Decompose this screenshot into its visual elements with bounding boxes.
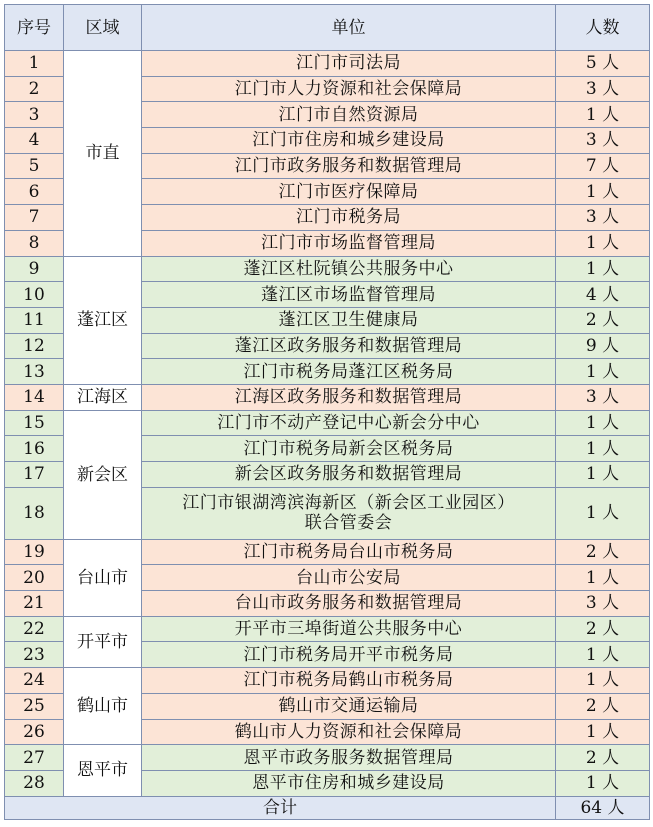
count-cell: 1 人 [556, 256, 650, 282]
unit-cell: 蓬江区卫生健康局 [142, 307, 556, 333]
region-cell: 新会区 [64, 410, 142, 539]
count-cell: 2 人 [556, 745, 650, 771]
seq-cell: 16 [5, 436, 64, 462]
seq-cell: 2 [5, 76, 64, 102]
unit-cell: 江门市银湖湾滨海新区（新会区工业园区）联合管委会 [142, 487, 556, 539]
unit-cell: 蓬江区市场监督管理局 [142, 282, 556, 308]
seq-cell: 14 [5, 384, 64, 410]
unit-cell: 江门市税务局蓬江区税务局 [142, 359, 556, 385]
seq-cell: 21 [5, 591, 64, 617]
count-cell: 3 人 [556, 76, 650, 102]
table-row [5, 51, 650, 77]
region-cell: 台山市 [64, 539, 142, 616]
header-unit: 单位 [142, 5, 556, 51]
region-cell: 恩平市 [64, 745, 142, 796]
count-cell: 3 人 [556, 205, 650, 231]
unit-cell: 台山市政务服务和数据管理局 [142, 591, 556, 617]
unit-cell: 江海区政务服务和数据管理局 [142, 384, 556, 410]
staff-allocation-table [4, 4, 650, 820]
total-count: 64 人 [556, 796, 650, 819]
header-seq: 序号 [5, 5, 64, 51]
seq-cell: 7 [5, 205, 64, 231]
seq-cell: 8 [5, 230, 64, 256]
unit-cell: 恩平市政务服务数据管理局 [142, 745, 556, 771]
count-cell: 1 人 [556, 230, 650, 256]
region-cell: 开平市 [64, 616, 142, 667]
unit-cell: 鹤山市人力资源和社会保障局 [142, 719, 556, 745]
unit-cell: 恩平市住房和城乡建设局 [142, 770, 556, 796]
count-cell: 1 人 [556, 179, 650, 205]
count-cell: 9 人 [556, 333, 650, 359]
seq-cell: 15 [5, 410, 64, 436]
unit-cell: 江门市住房和城乡建设局 [142, 128, 556, 154]
seq-cell: 26 [5, 719, 64, 745]
count-cell: 1 人 [556, 436, 650, 462]
total-row [5, 796, 650, 819]
unit-cell: 台山市公安局 [142, 565, 556, 591]
seq-cell: 23 [5, 642, 64, 668]
count-cell: 4 人 [556, 282, 650, 308]
seq-cell: 12 [5, 333, 64, 359]
count-cell: 3 人 [556, 591, 650, 617]
count-cell: 2 人 [556, 616, 650, 642]
seq-cell: 25 [5, 693, 64, 719]
count-cell: 1 人 [556, 102, 650, 128]
table-row [5, 256, 650, 282]
unit-cell: 蓬江区杜阮镇公共服务中心 [142, 256, 556, 282]
seq-cell: 20 [5, 565, 64, 591]
seq-cell: 9 [5, 256, 64, 282]
unit-cell: 开平市三埠街道公共服务中心 [142, 616, 556, 642]
count-cell: 3 人 [556, 128, 650, 154]
count-cell: 2 人 [556, 539, 650, 565]
unit-cell: 江门市医疗保障局 [142, 179, 556, 205]
seq-cell: 1 [5, 51, 64, 77]
unit-cell: 江门市税务局鹤山市税务局 [142, 668, 556, 694]
unit-cell: 江门市税务局台山市税务局 [142, 539, 556, 565]
seq-cell: 17 [5, 462, 64, 488]
count-cell: 1 人 [556, 642, 650, 668]
unit-cell: 江门市市场监督管理局 [142, 230, 556, 256]
unit-cell: 江门市政务服务和数据管理局 [142, 153, 556, 179]
header-count: 人数 [556, 5, 650, 51]
unit-cell: 江门市税务局新会区税务局 [142, 436, 556, 462]
seq-cell: 27 [5, 745, 64, 771]
count-cell: 1 人 [556, 770, 650, 796]
unit-cell: 江门市司法局 [142, 51, 556, 77]
table-row [5, 384, 650, 410]
seq-cell: 6 [5, 179, 64, 205]
region-cell: 蓬江区 [64, 256, 142, 384]
region-cell: 江海区 [64, 384, 142, 410]
header-region: 区域 [64, 5, 142, 51]
seq-cell: 24 [5, 668, 64, 694]
seq-cell: 10 [5, 282, 64, 308]
seq-cell: 13 [5, 359, 64, 385]
table-row [5, 616, 650, 642]
seq-cell: 5 [5, 153, 64, 179]
unit-cell: 江门市税务局 [142, 205, 556, 231]
seq-cell: 11 [5, 307, 64, 333]
count-cell: 1 人 [556, 359, 650, 385]
region-cell: 鹤山市 [64, 668, 142, 745]
total-label: 合计 [5, 796, 556, 819]
region-cell: 市直 [64, 51, 142, 257]
count-cell: 1 人 [556, 462, 650, 488]
unit-cell: 江门市人力资源和社会保障局 [142, 76, 556, 102]
unit-cell: 江门市不动产登记中心新会分中心 [142, 410, 556, 436]
unit-cell: 鹤山市交通运输局 [142, 693, 556, 719]
header-row [5, 5, 650, 51]
count-cell: 7 人 [556, 153, 650, 179]
count-cell: 1 人 [556, 410, 650, 436]
count-cell: 3 人 [556, 384, 650, 410]
table-row [5, 745, 650, 771]
table-row [5, 668, 650, 694]
seq-cell: 18 [5, 487, 64, 539]
count-cell: 2 人 [556, 693, 650, 719]
count-cell: 1 人 [556, 487, 650, 539]
seq-cell: 4 [5, 128, 64, 154]
unit-cell: 新会区政务服务和数据管理局 [142, 462, 556, 488]
count-cell: 5 人 [556, 51, 650, 77]
seq-cell: 28 [5, 770, 64, 796]
unit-cell: 江门市自然资源局 [142, 102, 556, 128]
table-row [5, 539, 650, 565]
seq-cell: 19 [5, 539, 64, 565]
table-row [5, 410, 650, 436]
unit-cell: 江门市税务局开平市税务局 [142, 642, 556, 668]
table-body [5, 51, 650, 797]
count-cell: 1 人 [556, 668, 650, 694]
count-cell: 1 人 [556, 565, 650, 591]
count-cell: 1 人 [556, 719, 650, 745]
unit-cell: 蓬江区政务服务和数据管理局 [142, 333, 556, 359]
seq-cell: 3 [5, 102, 64, 128]
count-cell: 2 人 [556, 307, 650, 333]
seq-cell: 22 [5, 616, 64, 642]
